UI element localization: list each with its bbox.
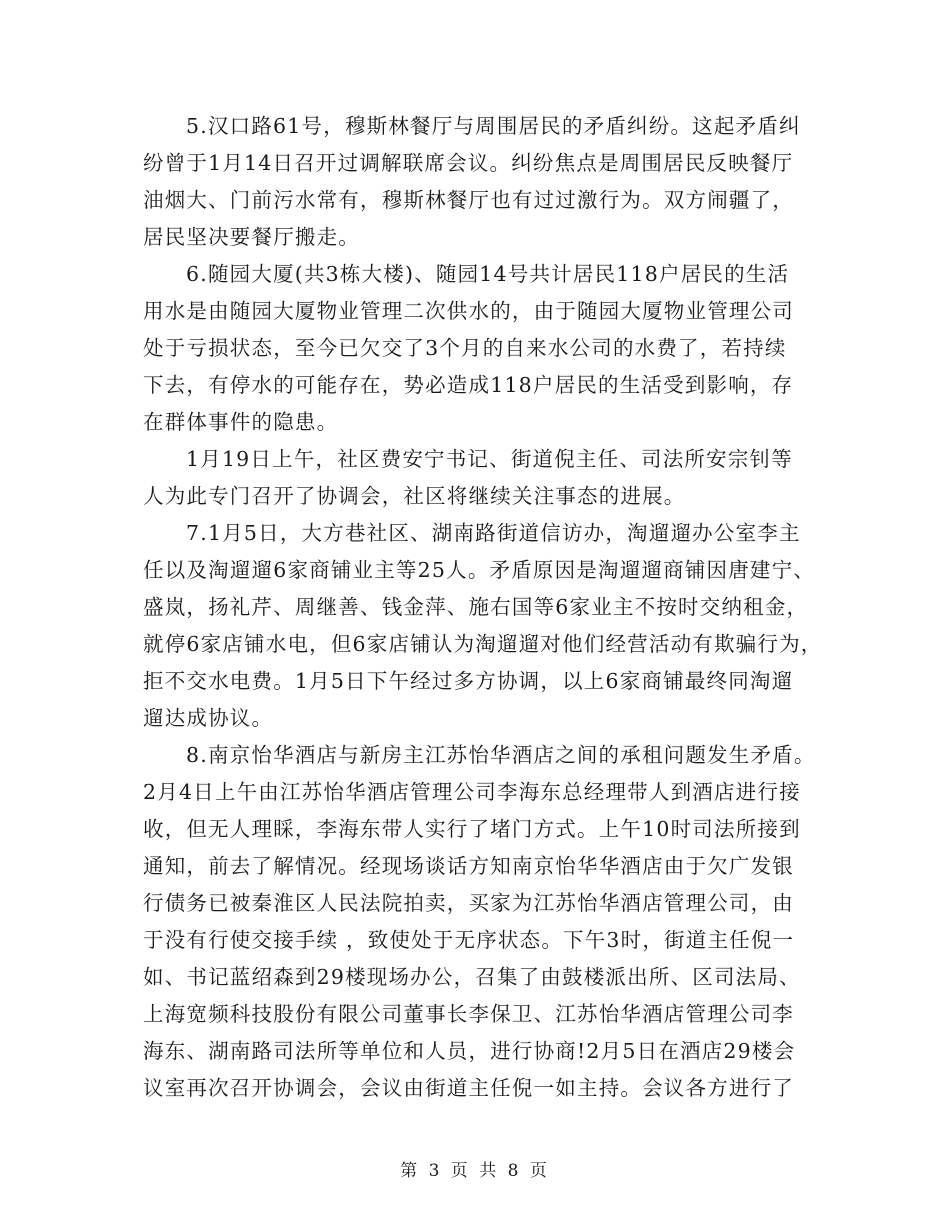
text-line: 下去，有停水的可能存在，势必造成118户居民的生活受到影响，存 (143, 373, 794, 397)
text-line: 上海宽频科技股份有限公司董事长李保卫、江苏怡华酒店管理公司李 (143, 1002, 794, 1026)
text-line: 用水是由随园大厦物业管理二次供水的，由于随园大厦物业管理公司 (143, 299, 794, 323)
text-line: 2月4日上午由江苏怡华酒店管理公司李海东总经理带人到酒店进行接 (143, 780, 801, 804)
text-line: 处于亏损状态，至今已欠交了3个月的自来水公司的水费了，若持续 (143, 336, 787, 360)
text-line: 通知，前去了解情况。经现场谈话方知南京怡华华酒店由于欠广发银 (143, 854, 794, 878)
text-line: 居民坚决要餐厅搬走。 (143, 225, 360, 249)
text-line: 5.汉口路61号，穆斯林餐厅与周围居民的矛盾纠纷。这起矛盾纠 (186, 114, 801, 138)
text-line: 在群体事件的隐患。 (143, 410, 339, 434)
text-line: 油烟大、门前污水常有，穆斯林餐厅也有过过激行为。双方闹疆了， (143, 188, 794, 212)
text-line: 任以及淘遛遛6家商铺业主等25人。矛盾原因是淘遛遛商铺因唐建宁、 (143, 558, 816, 582)
text-line: 6.随园大厦(共3栋大楼)、随园14号共计居民118户居民的生活 (186, 262, 790, 286)
text-line: 行债务已被秦淮区人民法院拍卖，买家为江苏怡华酒店管理公司，由 (143, 891, 794, 915)
text-line: 人为此专门召开了协调会，社区将继续关注事态的进展。 (143, 484, 686, 508)
text-line: 收，但无人理睬，李海东带人实行了堵门方式。上午10时司法所接到 (143, 817, 801, 841)
text-line: 议室再次召开协调会，会议由街道主任倪一如主持。会议各方进行了 (143, 1076, 794, 1100)
text-line: 于没有行使交接手续 ，致使处于无序状态。下午3时，街道主任倪一 (143, 928, 795, 952)
text-line: 如、书记蓝绍森到29楼现场办公，召集了由鼓楼派出所、区司法局、 (143, 965, 801, 989)
text-line: 纷曾于1月14日召开过调解联席会议。纠纷焦点是周围居民反映餐厅 (143, 151, 794, 175)
text-line: 拒不交水电费。1月5日下午经过多方协调，以上6家商铺最终同淘遛 (143, 669, 794, 693)
text-line: 7.1月5日，大方巷社区、湖南路街道信访办，淘遛遛办公室李主 (186, 521, 801, 545)
page-footer: 第 3 页 共 8 页 (400, 1161, 550, 1181)
text-line: 就停6家店铺水电，但6家店铺认为淘遛遛对他们经营活动有欺骗行为， (143, 632, 823, 656)
text-line: 遛达成协议。 (143, 706, 274, 730)
text-line: 盛岚，扬礼芹、周继善、钱金萍、施右国等6家业主不按时交纳租金， (143, 595, 809, 619)
text-line: 8.南京怡华酒店与新房主江苏怡华酒店之间的承租问题发生矛盾。 (186, 743, 816, 767)
text-line: 海东、湖南路司法所等单位和人员，进行协商!2月5日在酒店29楼会 (143, 1039, 796, 1063)
text-line: 1月19日上午，社区费安宁书记、街道倪主任、司法所安宗钊等 (186, 447, 793, 471)
